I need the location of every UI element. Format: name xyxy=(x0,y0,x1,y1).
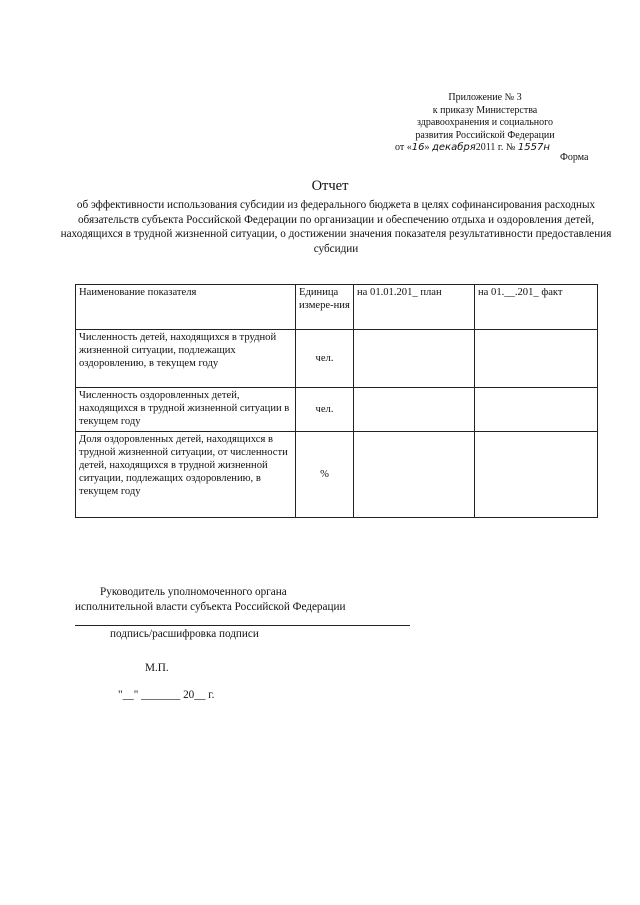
table-header-row xyxy=(76,285,598,330)
row-plan-cell[interactable] xyxy=(354,330,475,388)
form-label: Форма xyxy=(560,152,589,163)
signature-line[interactable] xyxy=(75,625,410,626)
row-fact-cell[interactable] xyxy=(475,432,598,518)
appendix-federation-line: развития Российской Федерации xyxy=(415,129,555,141)
appendix-ministry-line: здравоохранения и социального xyxy=(416,117,553,128)
table-row xyxy=(76,388,598,432)
stamp-placeholder: М.П. xyxy=(145,662,169,674)
row-indicator: Численность оздоровленных детей, находящихся в трудной жизненной ситуации в текущем году xyxy=(76,388,296,432)
row-indicator: Численность детей, находящихся в трудной жизненной ситуации, подлежащих оздоровлению, в текущем году xyxy=(76,330,296,388)
header-unit: Единица измере-ния xyxy=(296,285,354,330)
signature-caption: подпись/расшифровка подписи xyxy=(110,628,259,640)
appendix-number: Приложение № 3 xyxy=(448,92,522,103)
signatory-title-line1: Руководитель уполномоченного органа xyxy=(100,586,287,598)
order-number-handwritten: 1557н xyxy=(517,142,550,153)
report-table xyxy=(75,284,598,518)
row-unit: чел. xyxy=(296,388,354,432)
table-row xyxy=(76,432,598,518)
row-plan-cell[interactable] xyxy=(354,432,475,518)
row-fact-cell[interactable] xyxy=(475,330,598,388)
table-row xyxy=(76,330,598,388)
header-fact: на 01.__.201_ факт xyxy=(475,285,598,330)
document-title: Отчет xyxy=(311,178,349,194)
header-indicator: Наименование показателя xyxy=(76,285,296,330)
order-prefix: от « xyxy=(395,142,412,153)
signatory-title xyxy=(75,585,425,614)
document-subtitle: об эффективности использования субсидии из федерального бюджета в целях софинансирования расходных обязательств субъекта Российской Федерации по организации и обеспечению отдыха и оздоровления детей, находящихся в трудной жизненной ситуации, о достижении значения показателя результативности предоставления субсидии xyxy=(60,199,612,255)
row-plan-cell[interactable] xyxy=(354,388,475,432)
row-unit: чел. xyxy=(296,330,354,388)
appendix-header xyxy=(385,92,585,155)
signature-date[interactable]: "__" _______ 20__ г. xyxy=(118,689,215,701)
order-month-handwritten: декабря xyxy=(431,142,476,153)
appendix-order-date xyxy=(385,142,585,155)
row-indicator: Доля оздоровленных детей, находящихся в трудной жизненной ситуации, от численности детей, находящихся в трудной жизненной ситуации, подлежащих оздоровлению, в текущем году xyxy=(76,432,296,518)
signatory-title-line2: исполнительной власти субъекта Российской Федерации xyxy=(75,600,346,613)
order-year: 2011 г. № xyxy=(475,142,518,153)
appendix-order-ref: к приказу Министерства xyxy=(432,104,538,116)
row-unit: % xyxy=(296,432,354,518)
order-mid: » xyxy=(424,142,432,153)
row-fact-cell[interactable] xyxy=(475,388,598,432)
order-day-handwritten: 16 xyxy=(411,142,425,153)
header-plan: на 01.01.201_ план xyxy=(354,285,475,330)
